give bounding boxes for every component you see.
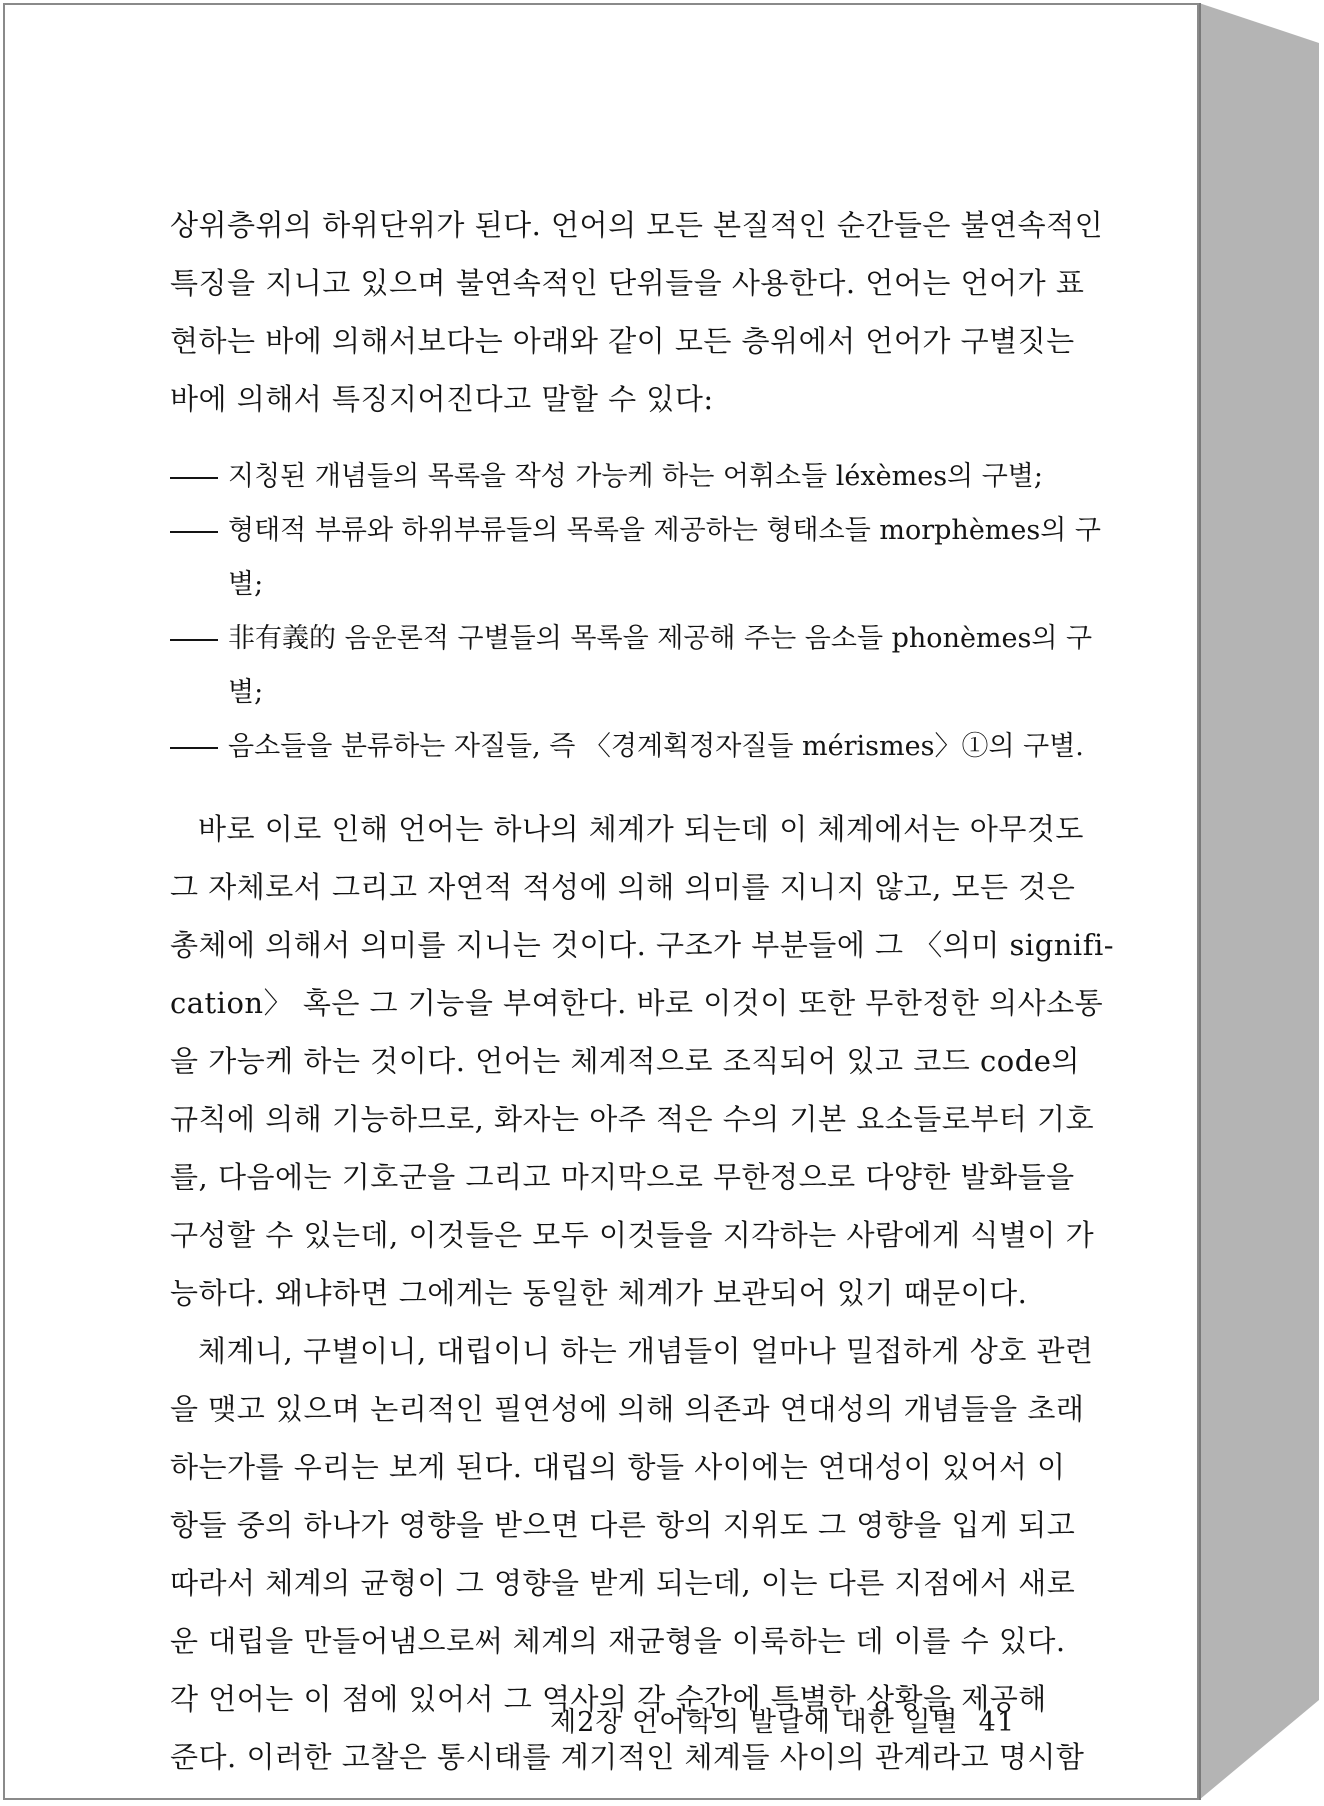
text-line: 체계니, 구별이니, 대립이니 하는 개념들이 얼마나 밀접하게 상호 관련 — [198, 1334, 1094, 1368]
text-line: cation〉 혹은 그 기능을 부여한다. 바로 이것이 또한 무한정한 의사소통 — [170, 986, 1104, 1020]
list-item — [170, 504, 1101, 612]
text-line: 특징을 지니고 있으며 불연속적인 단위들을 사용한다. 언어는 언어가 표 — [170, 266, 1085, 300]
page-edge-line — [1199, 3, 1201, 1800]
page-number: 41 — [978, 1707, 1015, 1738]
page-body — [170, 196, 1115, 1786]
list-item — [170, 612, 1093, 720]
list-item-text: 非有義的 음운론적 구별들의 목록을 제공해 주는 음소들 phonèmes의 구 — [228, 623, 1093, 654]
text-line: 구성할 수 있는데, 이것들은 모두 이것들을 지각하는 사람에게 식별이 가 — [170, 1218, 1095, 1252]
page-edge-shadow — [1199, 3, 1319, 1800]
list-item-text: 음소들을 분류하는 자질들, 즉 〈경계획정자질들 mérismes〉①의 구별. — [228, 731, 1084, 762]
text-line: 바로 이로 인해 언어는 하나의 체계가 되는데 이 체계에서는 아무것도 — [198, 812, 1084, 846]
text-line: 하는가를 우리는 보게 된다. 대립의 항들 사이에는 연대성이 있어서 이 — [170, 1450, 1066, 1484]
text-line: 를, 다음에는 기호군을 그리고 마지막으로 무한정으로 다양한 발화들을 — [170, 1160, 1075, 1194]
list-item-continuation: 별; — [228, 569, 264, 600]
list-item-continuation: 별; — [228, 677, 264, 708]
text-line: 총체에 의해서 의미를 지니는 것이다. 구조가 부분들에 그 〈의미 signifi- — [170, 928, 1115, 962]
text-line: 바에 의해서 특징지어진다고 말할 수 있다: — [170, 382, 714, 416]
text-line: 상위층위의 하위단위가 된다. 언어의 모든 본질적인 순간들은 불연속적인 — [170, 208, 1104, 242]
text-line: 그 자체로서 그리고 자연적 적성에 의해 의미를 지니지 않고, 모든 것은 — [170, 870, 1076, 904]
paragraph-top — [170, 196, 1104, 428]
text-line: 준다. 이러한 고찰은 통시태를 계기적인 체계들 사이의 관계라고 명시함 — [170, 1740, 1085, 1774]
paragraph-system — [170, 800, 1115, 1322]
text-line: 운 대립을 만들어냄으로써 체계의 재균형을 이룩하는 데 이를 수 있다. — [170, 1624, 1066, 1658]
text-line: 항들 중의 하나가 영향을 받으면 다른 항의 지위도 그 영향을 입게 되고 — [170, 1508, 1076, 1542]
list-item — [170, 720, 1084, 774]
text-line: 규칙에 의해 기능하므로, 화자는 아주 적은 수의 기본 요소들로부터 기호 — [170, 1102, 1095, 1136]
text-line: 따라서 체계의 균형이 그 영향을 받게 되는데, 이는 다른 지점에서 새로 — [170, 1566, 1076, 1600]
list-item-text: 형태적 부류와 하위부류들의 목록을 제공하는 형태소들 morphèmes의 구 — [228, 515, 1101, 546]
text-line: 각 언어는 이 점에 있어서 그 역사의 각 순간에 특별한 상황을 제공해 — [170, 1682, 1047, 1716]
list-item-text: 지칭된 개념들의 목록을 작성 가능케 하는 어휘소들 léxèmes의 구별; — [228, 461, 1043, 492]
text-line: 능하다. 왜냐하면 그에게는 동일한 체계가 보관되어 있기 때문이다. — [170, 1276, 1028, 1310]
text-line: 현하는 바에 의해서보다는 아래와 같이 모든 층위에서 언어가 구별짓는 — [170, 324, 1075, 358]
list-item — [170, 450, 1043, 504]
text-line: 을 맺고 있으며 논리적인 필연성에 의해 의존과 연대성의 개념들을 초래 — [170, 1392, 1085, 1426]
running-footer — [170, 1700, 1015, 1739]
chapter-title: 제2장 언어학의 발달에 대한 일별 — [550, 1707, 959, 1738]
distinction-list — [170, 450, 1101, 774]
text-line: 을 가능케 하는 것이다. 언어는 체계적으로 조직되어 있고 코드 code의 — [170, 1044, 1080, 1078]
